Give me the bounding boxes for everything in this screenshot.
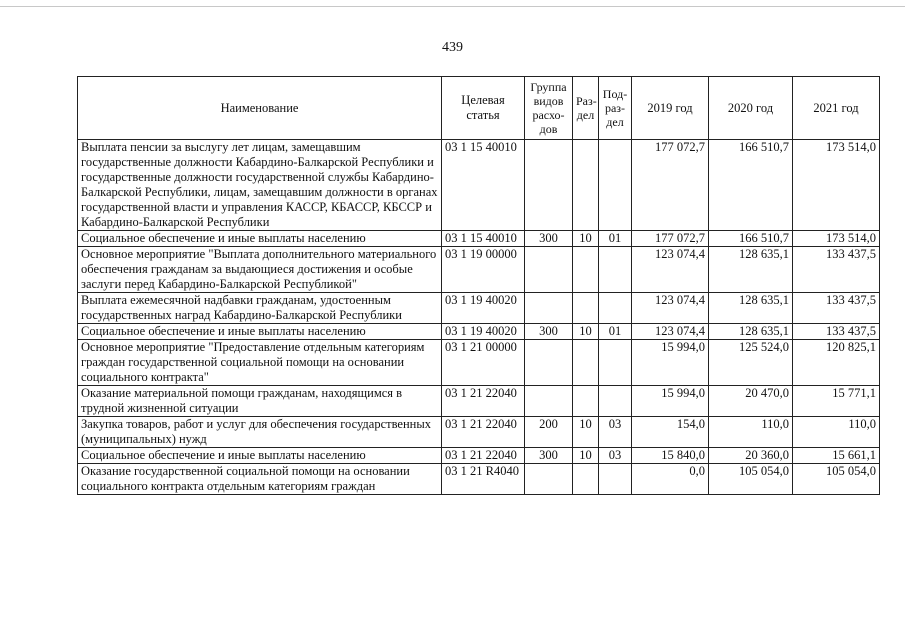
cell-section: [573, 293, 599, 324]
cell-y2019: 0,0: [632, 464, 709, 495]
header-subsection: Под-раз-дел: [599, 77, 632, 140]
budget-table: [77, 76, 880, 495]
cell-subsection: 03: [599, 417, 632, 448]
cell-subsection: [599, 340, 632, 386]
cell-subsection: 01: [599, 324, 632, 340]
cell-section: 10: [573, 448, 599, 464]
cell-target: 03 1 19 40020: [442, 293, 525, 324]
cell-subsection: [599, 247, 632, 293]
cell-target: 03 1 15 40010: [442, 140, 525, 231]
cell-group: [525, 140, 573, 231]
cell-group: 200: [525, 417, 573, 448]
cell-y2019: 177 072,7: [632, 140, 709, 231]
cell-y2019: 15 994,0: [632, 386, 709, 417]
cell-y2020: 105 054,0: [709, 464, 793, 495]
cell-target: 03 1 21 22040: [442, 386, 525, 417]
header-target: Целевая статья: [442, 77, 525, 140]
cell-group: 300: [525, 448, 573, 464]
cell-y2021: 105 054,0: [793, 464, 880, 495]
cell-y2020: 128 635,1: [709, 293, 793, 324]
table-row: [78, 340, 880, 386]
cell-y2020: 125 524,0: [709, 340, 793, 386]
cell-subsection: [599, 386, 632, 417]
cell-name: Социальное обеспечение и иные выплаты населению: [78, 231, 442, 247]
page-number: 439: [442, 40, 463, 55]
table-row: [78, 324, 880, 340]
cell-y2020: 20 360,0: [709, 448, 793, 464]
cell-y2020: 166 510,7: [709, 140, 793, 231]
page-top-edge: [0, 0, 905, 7]
header-2019: 2019 год: [632, 77, 709, 140]
table-row: [78, 448, 880, 464]
cell-name: Основное мероприятие "Выплата дополнительного материального обеспечения гражданам за выдающиеся достижения и особые заслуги перед Кабардино-Балкарской Республикой": [78, 247, 442, 293]
cell-y2020: 20 470,0: [709, 386, 793, 417]
cell-section: 10: [573, 324, 599, 340]
cell-y2020: 110,0: [709, 417, 793, 448]
cell-target: 03 1 19 00000: [442, 247, 525, 293]
cell-y2020: 128 635,1: [709, 324, 793, 340]
cell-target: 03 1 19 40020: [442, 324, 525, 340]
cell-y2019: 123 074,4: [632, 293, 709, 324]
header-2021: 2021 год: [793, 77, 880, 140]
cell-group: [525, 464, 573, 495]
cell-name: Закупка товаров, работ и услуг для обеспечения государственных (муниципальных) нужд: [78, 417, 442, 448]
cell-section: [573, 464, 599, 495]
cell-y2021: 15 661,1: [793, 448, 880, 464]
cell-name: Оказание материальной помощи гражданам, находящимся в трудной жизненной ситуации: [78, 386, 442, 417]
cell-section: [573, 340, 599, 386]
cell-group: [525, 386, 573, 417]
cell-section: [573, 386, 599, 417]
cell-group: [525, 293, 573, 324]
cell-y2021: 173 514,0: [793, 231, 880, 247]
table-row: [78, 140, 880, 231]
cell-name: Основное мероприятие "Предоставление отдельным категориям граждан государственной социальной помощи на основании социального контракта": [78, 340, 442, 386]
cell-name: Оказание государственной социальной помощи на основании социального контракта отдельным категориям граждан: [78, 464, 442, 495]
cell-y2019: 15 994,0: [632, 340, 709, 386]
cell-section: [573, 140, 599, 231]
cell-subsection: [599, 140, 632, 231]
cell-y2021: 133 437,5: [793, 293, 880, 324]
cell-section: [573, 247, 599, 293]
cell-target: 03 1 21 22040: [442, 448, 525, 464]
cell-subsection: [599, 464, 632, 495]
cell-y2019: 154,0: [632, 417, 709, 448]
table-header-row: [78, 77, 880, 140]
table-row: [78, 247, 880, 293]
cell-group: 300: [525, 231, 573, 247]
cell-subsection: 03: [599, 448, 632, 464]
cell-group: [525, 247, 573, 293]
cell-y2019: 123 074,4: [632, 247, 709, 293]
cell-subsection: 01: [599, 231, 632, 247]
cell-target: 03 1 21 22040: [442, 417, 525, 448]
cell-y2021: 110,0: [793, 417, 880, 448]
cell-y2020: 166 510,7: [709, 231, 793, 247]
cell-y2019: 177 072,7: [632, 231, 709, 247]
cell-target: 03 1 21 00000: [442, 340, 525, 386]
cell-group: 300: [525, 324, 573, 340]
cell-y2020: 128 635,1: [709, 247, 793, 293]
table-body: [78, 140, 880, 495]
cell-section: 10: [573, 417, 599, 448]
cell-name: Выплата пенсии за выслугу лет лицам, замещавшим государственные должности Кабардино-Балкарской Республики и государственные должности государственной службы Кабардино-Балкарской Республики, лицам, замещавшим должности в органах государственной власти и управления КАССР, КБАССР, КБССР и Кабардино-Балкарской Республики: [78, 140, 442, 231]
cell-name: Социальное обеспечение и иные выплаты населению: [78, 448, 442, 464]
cell-y2021: 15 771,1: [793, 386, 880, 417]
cell-y2021: 120 825,1: [793, 340, 880, 386]
header-section: Раз-дел: [573, 77, 599, 140]
cell-subsection: [599, 293, 632, 324]
table-row: [78, 386, 880, 417]
cell-target: 03 1 15 40010: [442, 231, 525, 247]
header-name: Наименование: [78, 77, 442, 140]
cell-name: Социальное обеспечение и иные выплаты населению: [78, 324, 442, 340]
cell-group: [525, 340, 573, 386]
cell-y2019: 123 074,4: [632, 324, 709, 340]
table-row: [78, 293, 880, 324]
cell-y2019: 15 840,0: [632, 448, 709, 464]
cell-y2021: 173 514,0: [793, 140, 880, 231]
table-row: [78, 464, 880, 495]
cell-y2021: 133 437,5: [793, 324, 880, 340]
table-row: [78, 417, 880, 448]
header-group: Группа видов расхо-дов: [525, 77, 573, 140]
header-2020: 2020 год: [709, 77, 793, 140]
cell-name: Выплата ежемесячной надбавки гражданам, удостоенным государственных наград Кабардино-Балкарской Республики: [78, 293, 442, 324]
cell-section: 10: [573, 231, 599, 247]
cell-target: 03 1 21 R4040: [442, 464, 525, 495]
cell-y2021: 133 437,5: [793, 247, 880, 293]
table-row: [78, 231, 880, 247]
